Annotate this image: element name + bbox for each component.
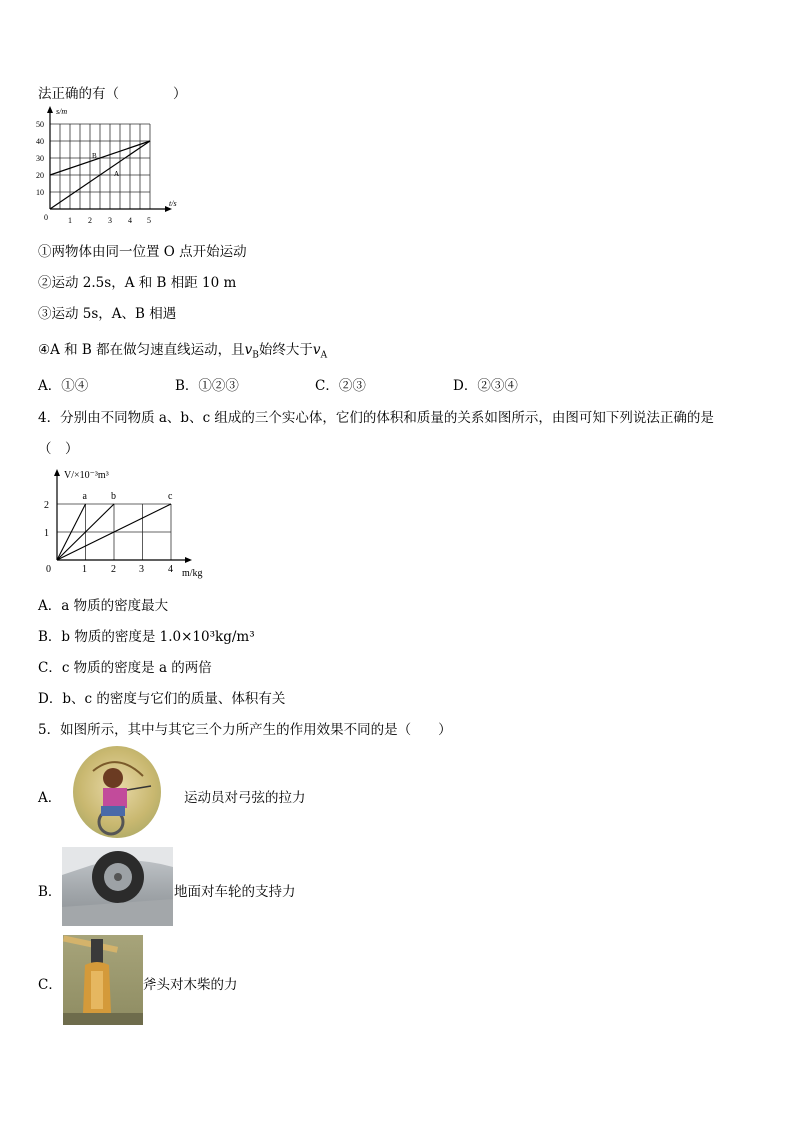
q3-xtick: 2	[88, 216, 92, 225]
q4-x-arrow	[185, 557, 192, 563]
q3-sub-b: B	[252, 350, 259, 361]
q5-stem: 5．如图所示，其中与其它三个力所产生的作用效果不同的是（ ）	[38, 722, 452, 738]
q3-xtick: 3	[108, 216, 112, 225]
q3-sub-a: A	[320, 350, 328, 361]
q4-option-d[interactable]: D．b、c 的密度与它们的质量、体积有关	[38, 691, 286, 707]
q4-xtick: 4	[168, 564, 173, 575]
q3-ytick: 50	[36, 120, 44, 129]
q3-st-graph	[32, 102, 192, 230]
car-wheel-photo	[62, 847, 173, 926]
q3-s4-mid: 始终大于	[258, 342, 313, 358]
q4-ylabel: V/×10⁻³m³	[64, 470, 109, 481]
q3-v-symbol: v	[312, 342, 321, 358]
q4-option-a[interactable]: A．a 物质的密度最大	[38, 598, 169, 614]
q3-statement-3: ③运动 5s，A、B 相遇	[38, 306, 177, 322]
q3-xtick: 1	[68, 216, 72, 225]
q3-ytick: 10	[36, 188, 44, 197]
q3-statement-2: ②运动 2.5s，A 和 B 相距 10 m	[38, 275, 237, 291]
q3-ytick: 30	[36, 154, 44, 163]
q3-option-c[interactable]: C．②③	[315, 378, 366, 394]
q4-xtick: 3	[139, 564, 144, 575]
q3-y-arrow	[47, 106, 53, 113]
archer-photo	[73, 746, 161, 838]
q3-ytick: 20	[36, 171, 44, 180]
q3-v-symbol: v	[244, 342, 253, 358]
q3-s4-prefix: ④A 和 B 都在做匀速直线运动，且	[38, 342, 245, 358]
q5-option-c-text: 斧头对木柴的力	[143, 977, 238, 993]
q4-series-label-c: c	[168, 491, 173, 502]
q4-option-b[interactable]: B．b 物质的密度是 1.0×10³kg/m³	[38, 629, 255, 645]
q4-series-label-a: a	[82, 491, 87, 502]
q3-option-d[interactable]: D．②③④	[453, 378, 518, 394]
q5-option-b-text: 地面对车轮的支持力	[174, 884, 296, 900]
q3-graph-grid	[50, 124, 150, 209]
q4-xtick: 2	[111, 564, 116, 575]
q4-stem: 4．分别由不同物质 a、b、c 组成的三个实心体，它们的体积和质量的关系如图所示，由图可知下列说法正确的是	[38, 410, 714, 426]
q3-ylabel: s/m	[56, 107, 68, 116]
q3-label-b: B	[92, 152, 97, 160]
q3-statement-1: ①两物体由同一位置 O 点开始运动	[38, 244, 247, 260]
q4-ytick: 1	[44, 528, 49, 539]
q5-option-a-text: 运动员对弓弦的拉力	[184, 790, 306, 806]
q3-xlabel: t/s	[169, 199, 177, 208]
q3-ytick: 40	[36, 137, 44, 146]
q4-chart-axes	[57, 472, 189, 560]
q3-xtick: 4	[128, 216, 132, 225]
q4-paren: （ ）	[38, 441, 79, 457]
q4-option-c[interactable]: C．c 物质的密度是 a 的两倍	[38, 660, 212, 676]
q4-series-label-b: b	[111, 491, 116, 502]
q3-option-b[interactable]: B．①②③	[175, 378, 239, 394]
axe-wood-photo	[63, 935, 143, 1025]
q3-xtick: 5	[147, 216, 151, 225]
q4-xtick: 1	[82, 564, 87, 575]
q5-option-a-letter[interactable]: A．	[38, 790, 62, 806]
q5-option-b-letter[interactable]: B．	[38, 884, 62, 900]
q4-y-arrow	[54, 469, 60, 476]
q4-origin: 0	[46, 564, 51, 575]
q3-label-a: A	[114, 170, 120, 178]
q4-ytick: 2	[44, 500, 49, 511]
q4-xlabel: m/kg	[182, 568, 203, 579]
q5-option-c-letter[interactable]: C．	[38, 977, 62, 993]
q4-vm-chart	[34, 462, 224, 582]
q3-option-a[interactable]: A．①④	[38, 378, 89, 394]
q3-statement-4	[38, 338, 327, 361]
q3-stem-tail: 法正确的有（ ）	[38, 86, 187, 102]
q3-origin: 0	[44, 213, 48, 222]
